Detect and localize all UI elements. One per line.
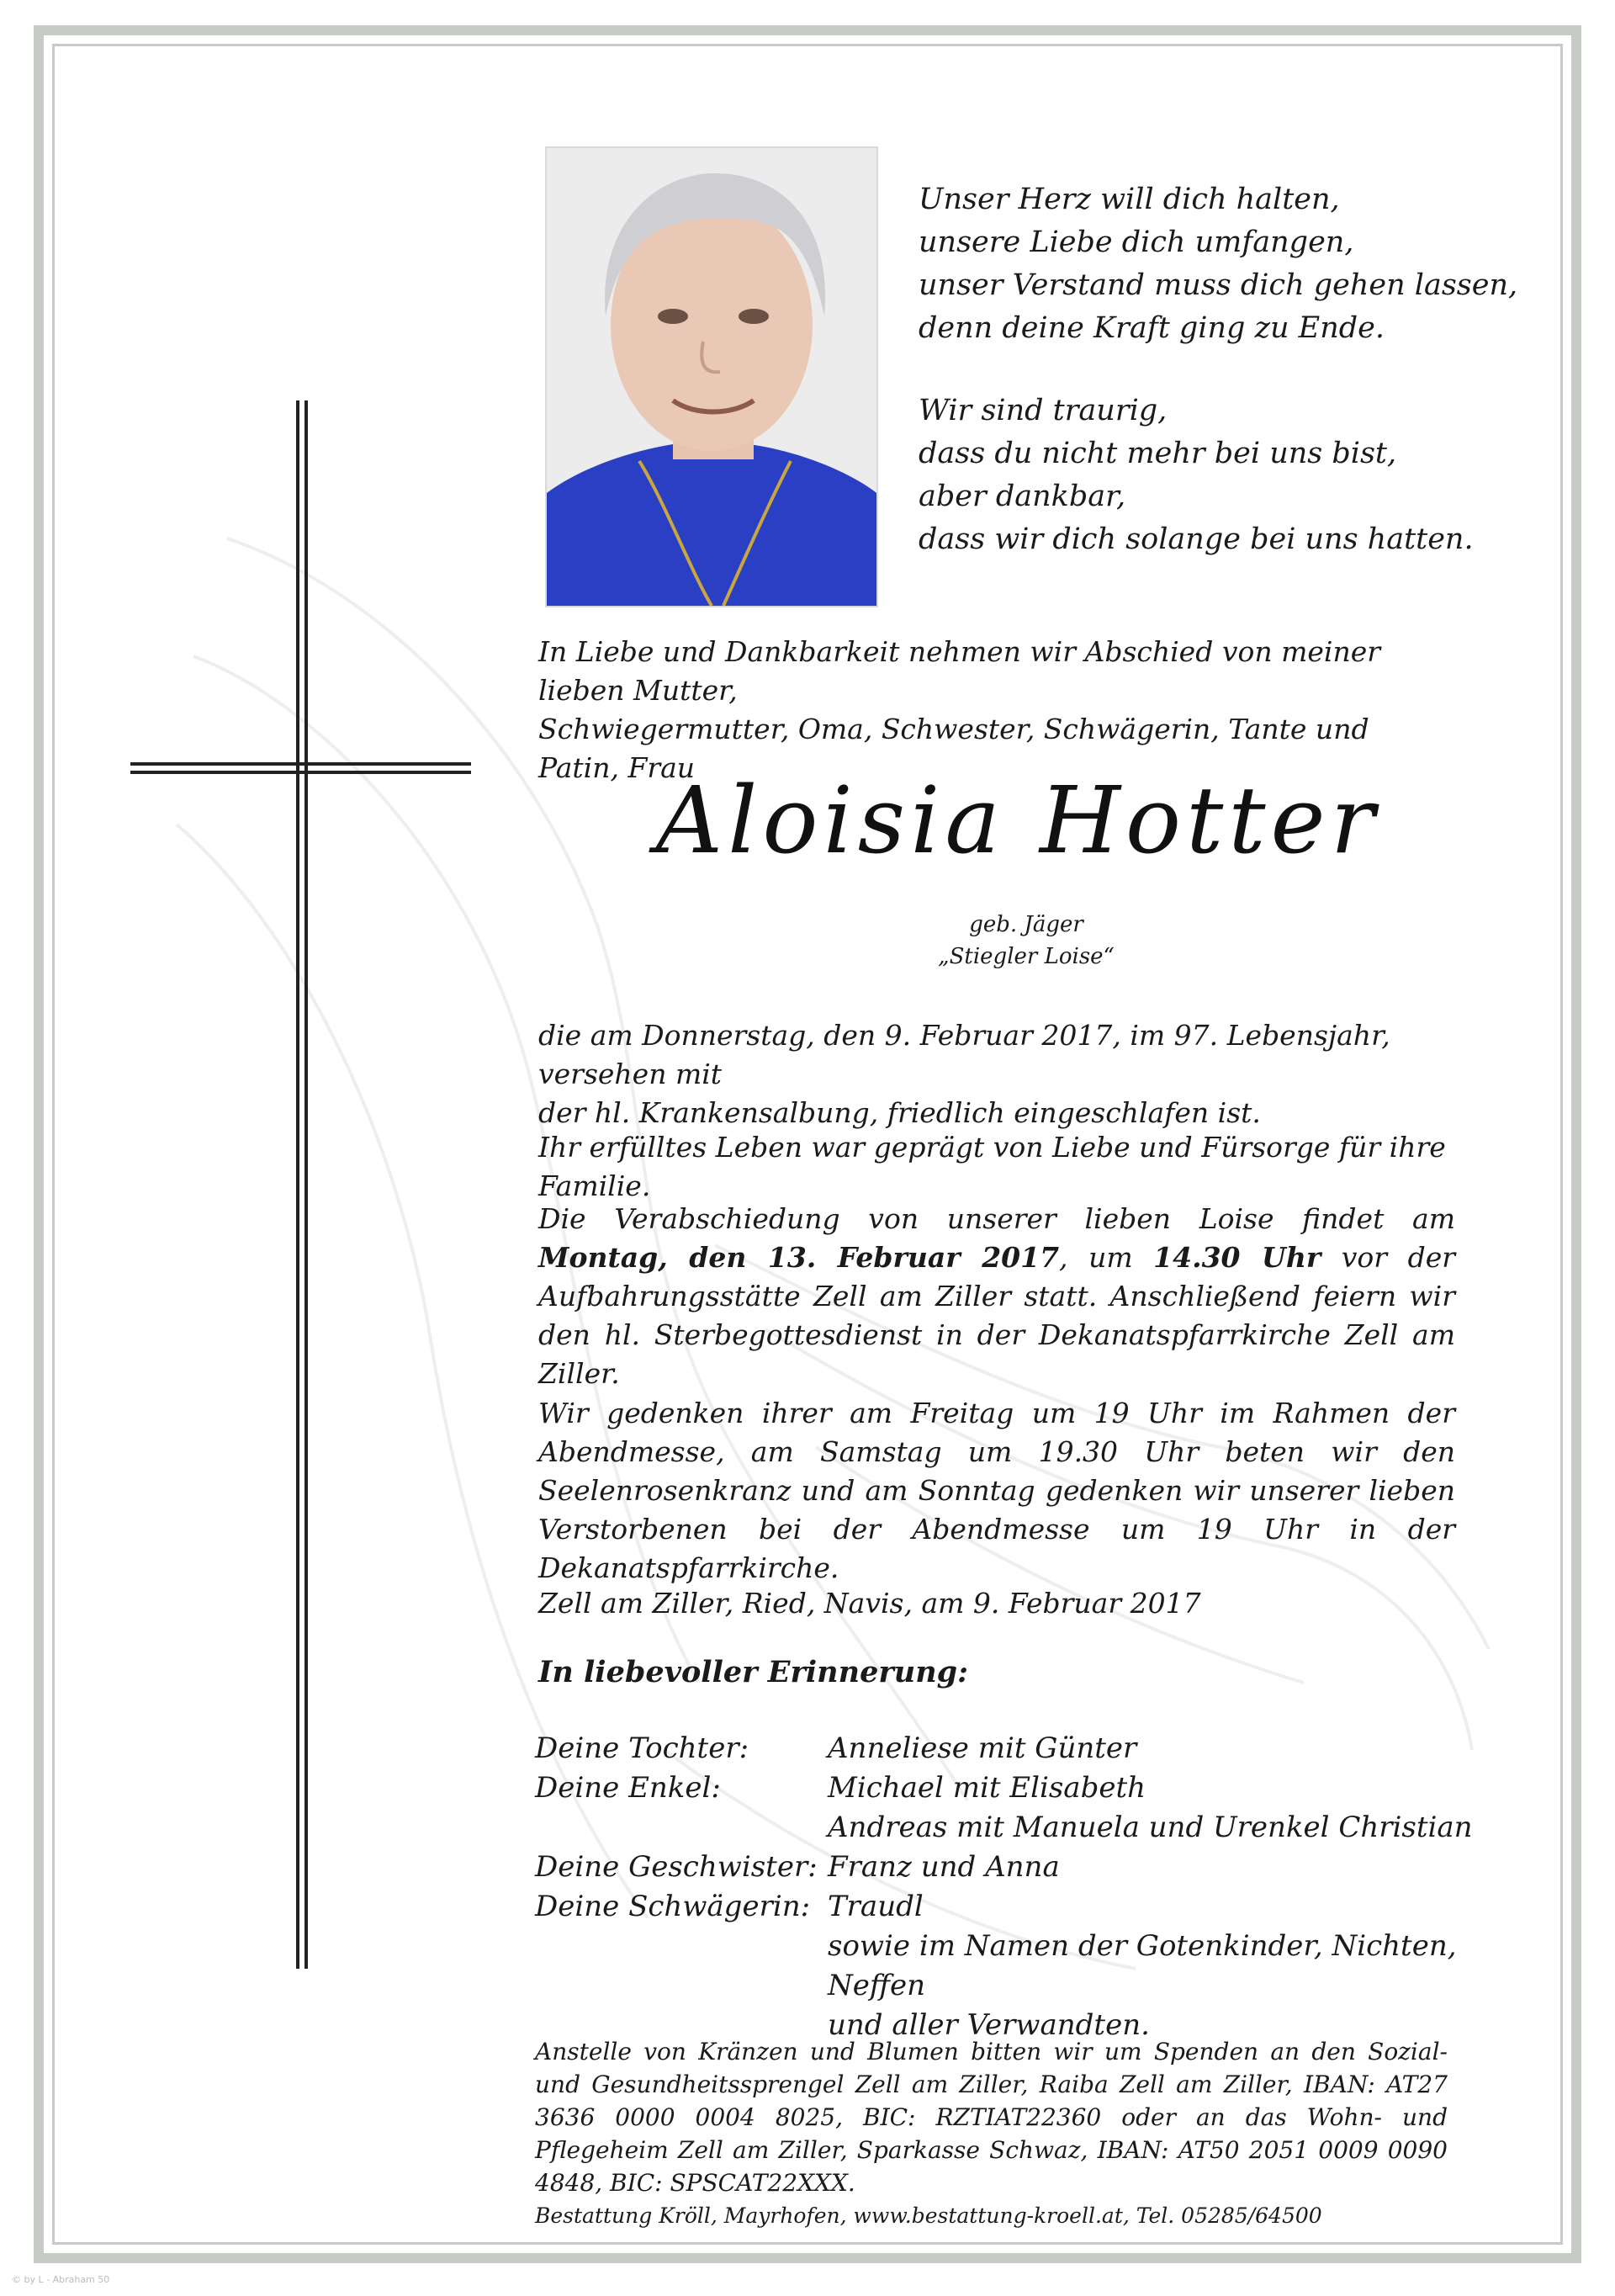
cross-vertical-line-right [304,400,308,1969]
death-line: die am Donnerstag, den 9. Februar 2017, im 97. Lebensjahr, versehen mit [538,1019,1390,1090]
family-role: Deine Schwägerin: [535,1890,811,1923]
family-names [828,1729,1485,1768]
farewell-paragraph [538,1200,1455,1393]
cross-vertical-line-left [296,400,299,1969]
farewell-text: Die Verabschiedung von unserer lieben Loise findet am [538,1202,1455,1235]
farewell-date: Montag, den 13. Februar 2017 [538,1241,1060,1274]
donation-note: Anstelle von Kränzen und Blumen bitten wir um Spenden an den Sozial- und Gesundheitssprengel Zell am Ziller, Raiba Zell am Ziller, IBAN: AT27 3636 0000 0004 8025, BIC: RZTIAT22360 oder an das Wohn- und Pflegeheim Zell am Ziller, Sparkasse Schwaz, IBAN: AT50 2051 0009 0090 4848, BIC: SPSCAT22XXX. [535,2038,1448,2197]
family-names [828,1887,1485,2045]
cross-horizontal-line-top [130,762,471,766]
poem-line: unser Verstand muss dich gehen lassen, [919,268,1518,302]
family-member: Franz und Anna [828,1850,1060,1884]
poem-line: aber dankbar, [919,480,1126,513]
family-row [535,1729,1485,1768]
family-member: Michael mit Elisabeth [828,1771,1146,1805]
place-date: Zell am Ziller, Ried, Navis, am 9. Februar 2017 [538,1587,1201,1620]
family-role: Deine Tochter: [535,1731,749,1765]
family-names [828,1768,1485,1848]
family-role: Deine Geschwister: [535,1850,818,1884]
copyright-note: © by L - Abraham 50 [12,2274,110,2285]
deceased-name: Aloisia Hotter [655,766,1380,874]
family-row [535,1848,1485,1887]
intro-line: In Liebe und Dankbarkeit nehmen wir Abschied von meiner lieben Mutter, [538,635,1381,707]
family-member: sowie im Namen der Gotenkinder, Nichten, Neffen [828,1929,1457,2002]
maiden-name: geb. Jäger [969,912,1083,937]
family-member: und aller Verwandten. [828,2008,1150,2042]
poem-line: unsere Liebe dich umfangen, [919,225,1354,259]
poem-line: dass wir dich solange bei uns hatten. [919,522,1474,556]
remembrance-paragraph: Wir gedenken ihrer am Freitag um 19 Uhr im Rahmen der Abendmesse, am Samstag um 19.30 Uhr beten wir den Seelenrosenkranz und am Sonntag gedenken wir unserer lieben Verstorbenen bei der Abendmesse um 19 Uhr in der Dekanatspfarrkirche. [538,1397,1455,1584]
funeral-home-footer: Bestattung Kröll, Mayrhofen, www.bestattung-kroell.at, Tel. 05285/64500 [535,2203,1322,2228]
family-names [828,1848,1485,1887]
family-list [535,1729,1485,2045]
life-paragraph: Ihr erfülltes Leben war geprägt von Liebe und Fürsorge für ihre Familie. [538,1131,1446,1202]
poem-line: dass du nicht mehr bei uns bist, [919,437,1397,470]
maiden-name-block [892,909,1161,973]
family-role: Deine Enkel: [535,1771,721,1805]
poem-stanza-2 [919,390,1524,561]
family-heading: In liebevoller Erinnerung: [538,1655,969,1689]
family-member: Anneliese mit Günter [828,1731,1137,1765]
farewell-time: 14.30 Uhr [1153,1241,1321,1274]
portrait-illustration [547,148,876,606]
poem-stanza-1 [919,178,1524,350]
farewell-text: vor der Aufbahrungsstätte Zell am Ziller statt. Anschließend feiern wir den hl. Sterbegottesdienst in der Dekanatspfarrkirche Zell am Ziller. [538,1241,1455,1390]
farewell-text: , um [1059,1241,1154,1274]
family-member: Traudl [828,1890,924,1923]
family-member: Andreas mit Manuela und Urenkel Christian [828,1811,1473,1844]
poem-line: denn deine Kraft ging zu Ende. [919,311,1385,345]
cross-horizontal-line-bottom [130,771,471,774]
family-row [535,1768,1485,1848]
family-row [535,1887,1485,2045]
intro-line: Schwiegermutter, Oma, Schwester, Schwägerin, Tante und Patin, Frau [538,713,1369,784]
nickname: „Stiegler Loise“ [938,944,1115,969]
portrait-photo [545,146,878,607]
poem-line: Unser Herz will dich halten, [919,183,1340,216]
poem-line: Wir sind traurig, [919,394,1168,427]
poem [919,178,1524,601]
death-paragraph [538,1016,1455,1132]
death-line: der hl. Krankensalbung, friedlich eingeschlafen ist. [538,1096,1261,1129]
